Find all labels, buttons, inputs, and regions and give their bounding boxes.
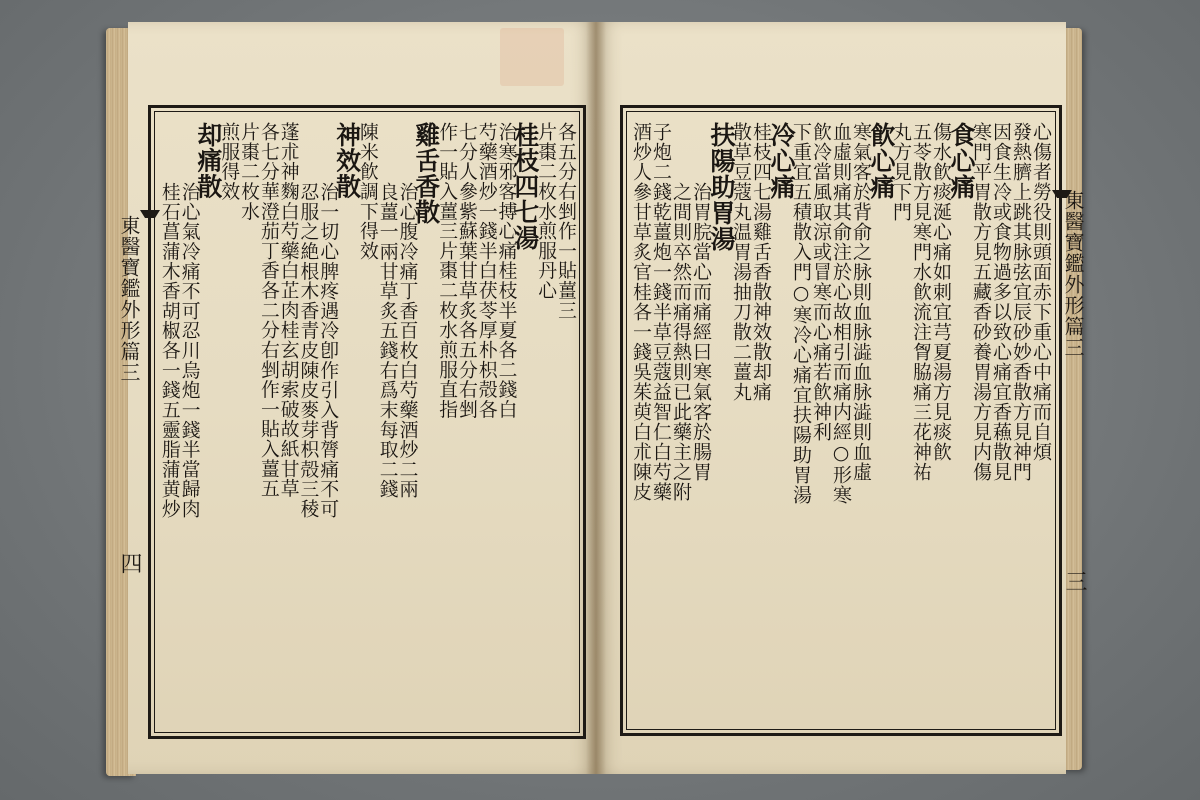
right-text-frame: [620, 105, 1062, 736]
left-margin-title: 東醫寶鑑外形篇三: [117, 215, 141, 383]
prescription-heading: 飮心痛: [867, 122, 896, 200]
text-column: 心傷者勞役則頭面赤下重心中痛而自煩: [1030, 122, 1052, 462]
prescription-heading: 扶陽助胃湯: [707, 122, 736, 252]
text-column: 之間則卒然而痛得熱則已此藥主之附: [670, 182, 692, 502]
text-column: 寒門平胃散方見五藏香砂養胃湯方見内傷: [970, 122, 992, 482]
text-column: 桂枝四七湯雞舌香散神效散却痛: [750, 122, 772, 402]
text-column: 片棗二枚水煎服丹心: [535, 122, 557, 301]
text-column: 桂石菖蒲木香胡椒各一錢五靈脂蒲黄炒: [158, 182, 180, 519]
text-column: 陳米飮調下得效: [356, 122, 378, 261]
prescription-heading: 却痛散: [194, 122, 224, 200]
text-column: 蓬朮神麴白芍藥白芷肉桂玄胡索破故紙甘草: [277, 122, 299, 499]
text-column: 子炮二錢乾薑炮一錢半草豆蔻益智仁白芍藥: [650, 122, 672, 502]
text-column: 芍藥酒炒一錢半白茯苓厚朴枳殻各: [475, 122, 497, 420]
prescription-heading: 雞舌香散: [412, 122, 442, 226]
right-page-number: 三: [1062, 570, 1087, 593]
prescription-heading: 食心痛: [947, 122, 976, 200]
text-column: 治心腹冷痛丁香百枚白芍藥酒炒二兩: [396, 182, 418, 499]
text-column: 散草豆蔻丸温胃湯抽刀散二薑丸: [730, 122, 752, 402]
text-column: 五苓散方見寒門水飮流注胷脇痛三花神祐: [910, 122, 932, 482]
left-text-frame: [148, 105, 586, 739]
left-page-number: 四: [117, 552, 142, 575]
book-gutter: [586, 22, 606, 774]
text-column: 煎服得效: [218, 122, 240, 202]
text-column: 七分人參紫蘇葉甘草炙各五分右剉: [455, 122, 477, 420]
prescription-heading: 冷心痛: [767, 122, 796, 200]
text-column: 各七分華澄茄丁香各二分右剉作一貼入薑五: [257, 122, 279, 499]
text-column: 治一切心脾疼遇冷卽作引入背膂痛不可: [317, 182, 339, 519]
text-column: 治心氣冷痛不可忍川烏炮一錢半當歸肉: [178, 182, 200, 519]
text-column: 酒炒人參甘草炙官桂各一錢吳茱萸白朮陳皮: [630, 122, 652, 502]
text-column: 片棗二枚水: [238, 122, 260, 222]
prescription-heading: 神效散: [333, 122, 363, 200]
text-column: 治寒邪客搏心痛桂枝半夏各二錢白: [495, 122, 517, 420]
prescription-heading: 桂枝四七湯: [511, 122, 541, 251]
text-column: 丸方見下門: [890, 122, 912, 222]
text-column: 傷水飮痰涎心痛如刺宜芎夏湯方見痰飮: [930, 122, 952, 462]
right-margin-title: 東醫寶鑑外形篇三: [1061, 190, 1085, 358]
text-column: 良薑一兩甘草炙五錢右爲末每取二錢: [376, 182, 398, 499]
text-column: 各五分右剉作一貼薑三: [554, 122, 576, 321]
text-column: 血虛則痛其俞注於心故相引而痛内經○形寒: [830, 122, 852, 505]
text-column: 因食生冷或食物過多以致心痛宜香蘓散見: [990, 122, 1012, 482]
text-column: 治胃脘當心而痛經曰寒氣客於腸胃: [690, 182, 712, 482]
text-column: 發熱臍上跳其脉弦宜辰砂妙香散方見神門: [1010, 122, 1032, 482]
library-seal-stamp: [500, 28, 564, 86]
text-column: 飮冷當風取涼或冒寒而心痛若飮神利: [810, 122, 832, 442]
text-column: 忍服之絶根木香青皮陳皮麥芽枳殻三稜: [297, 182, 319, 519]
text-column: 寒氣客於背俞之脉則血脉澁血脉澁則血虛: [850, 122, 872, 482]
text-column: 作一貼入薑三片棗二枚水煎服直指: [436, 122, 458, 420]
text-column: 下重宜五積散入門○寒冷心痛宜扶陽助胃湯: [790, 122, 812, 505]
